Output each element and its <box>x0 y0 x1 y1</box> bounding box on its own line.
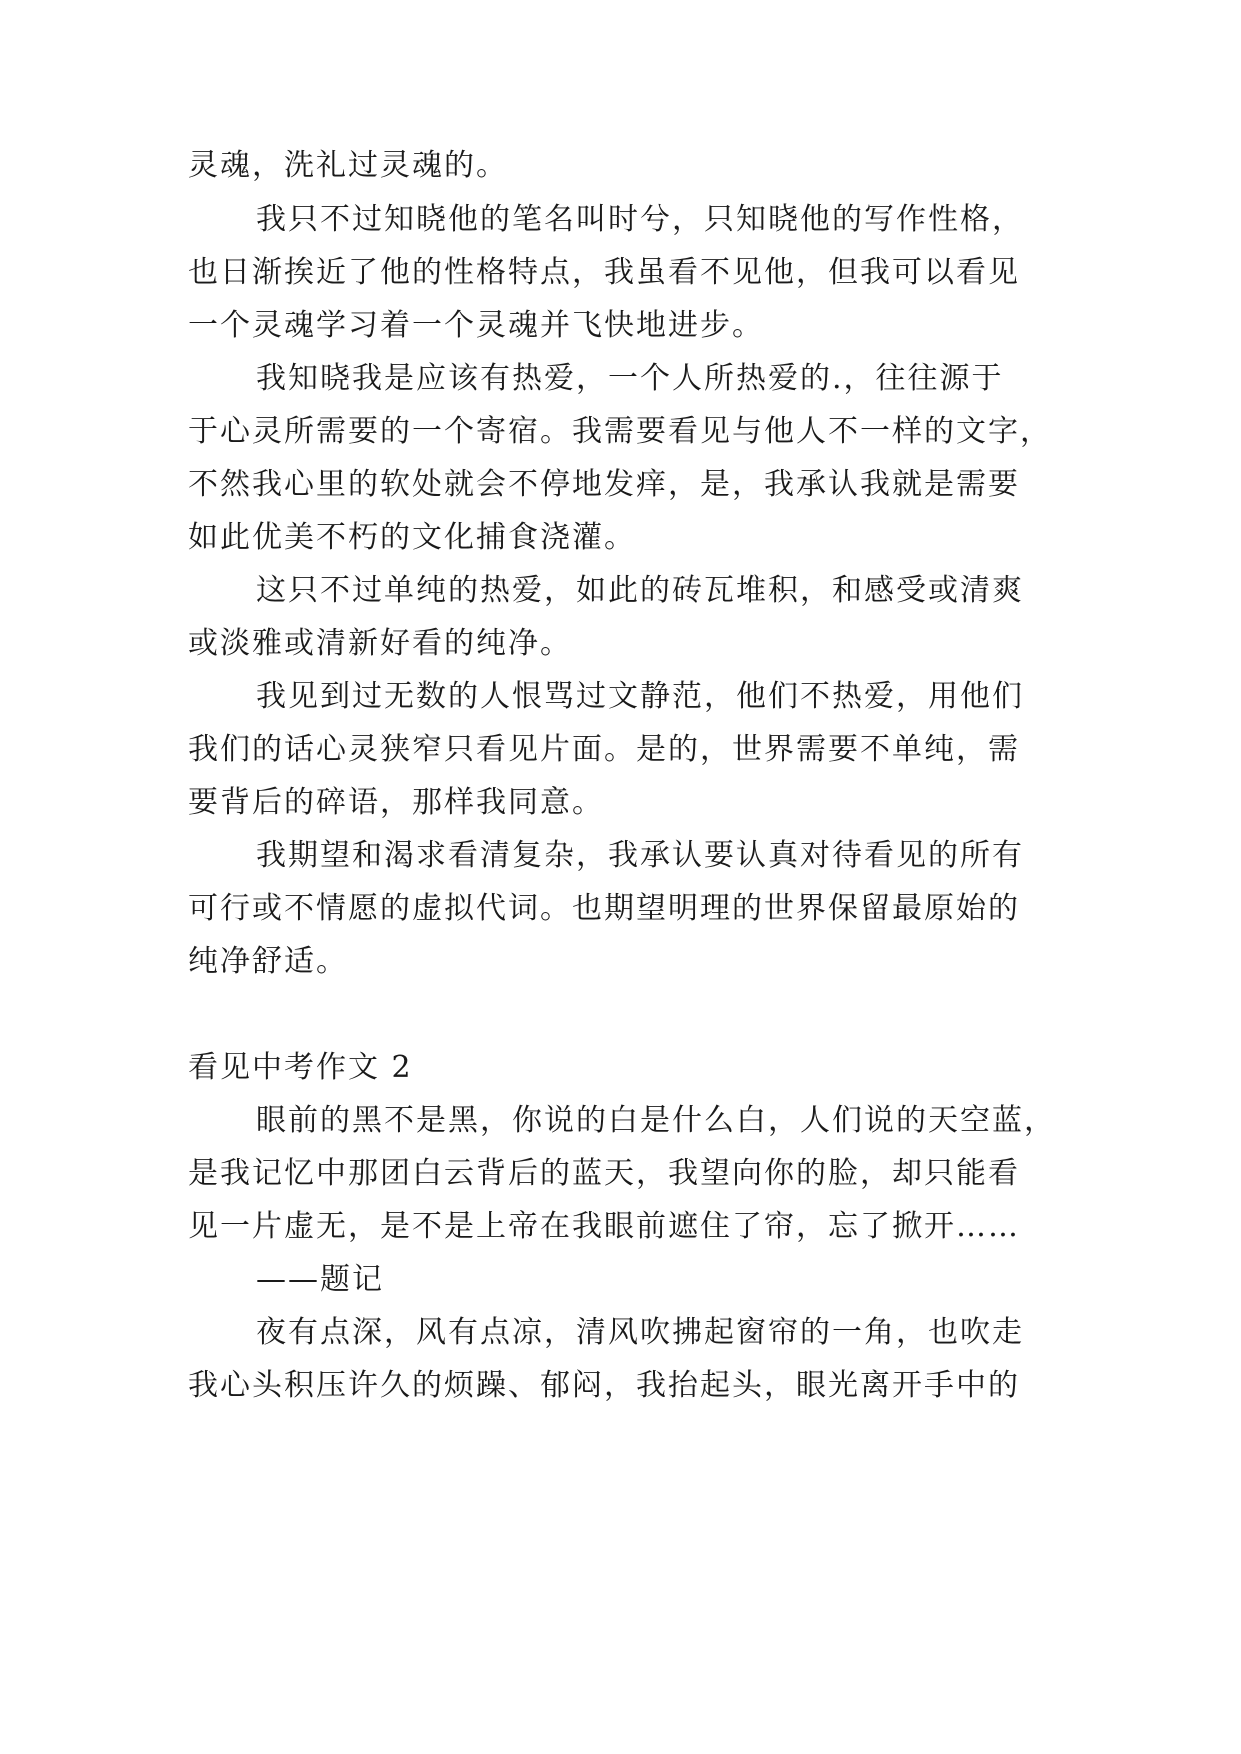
text-line: 或淡雅或清新好看的纯净。 <box>188 626 572 661</box>
paragraph-start: 这只不过单纯的热爱，如此的砖瓦堆积，和感受或清爽 <box>256 573 1024 608</box>
text-line: 是我记忆中那团白云背后的蓝天，我望向你的脸，却只能看 <box>188 1156 1020 1191</box>
paragraph-start: 眼前的黑不是黑，你说的白是什么白，人们说的天空蓝， <box>256 1103 1056 1138</box>
text-line: 不然我心里的软处就会不停地发痒，是，我承认我就是需要 <box>188 467 1020 502</box>
text-line: 于心灵所需要的一个寄宿。我需要看见与他人不一样的文字， <box>188 414 1052 449</box>
text-line: 要背后的碎语，那样我同意。 <box>188 785 604 820</box>
text-line: 可行或不情愿的虚拟代词。也期望明理的世界保留最原始的 <box>188 891 1020 926</box>
text-line: 一个灵魂学习着一个灵魂并飞快地进步。 <box>188 308 764 343</box>
text-line: 见一片虚无，是不是上帝在我眼前遮住了帘，忘了掀开…… <box>188 1209 1020 1244</box>
text-line: 灵魂，洗礼过灵魂的。 <box>188 148 508 183</box>
text-line: 我们的话心灵狭窄只看见片面。是的，世界需要不单纯，需 <box>188 732 1020 767</box>
text-line: 我心头积压许久的烦躁、郁闷，我抬起头，眼光离开手中的 <box>188 1368 1020 1403</box>
epigraph-attribution: ——题记 <box>256 1262 384 1297</box>
text-line: 纯净舒适。 <box>188 944 348 979</box>
section-heading: 看见中考作文 2 <box>188 1050 413 1085</box>
paragraph-start: 我知晓我是应该有热爱，一个人所热爱的.，往往源于 <box>256 361 1004 396</box>
paragraph-start: 我只不过知晓他的笔名叫时兮，只知晓他的写作性格， <box>256 202 1024 237</box>
text-line: 如此优美不朽的文化捕食浇灌。 <box>188 520 636 555</box>
paragraph-start: 夜有点深，风有点凉，清风吹拂起窗帘的一角，也吹走 <box>256 1315 1024 1350</box>
paragraph-start: 我见到过无数的人恨骂过文静范，他们不热爱，用他们 <box>256 679 1024 714</box>
text-line: 也日渐挨近了他的性格特点，我虽看不见他，但我可以看见 <box>188 255 1020 290</box>
paragraph-start: 我期望和渴求看清复杂，我承认要认真对待看见的所有 <box>256 838 1024 873</box>
